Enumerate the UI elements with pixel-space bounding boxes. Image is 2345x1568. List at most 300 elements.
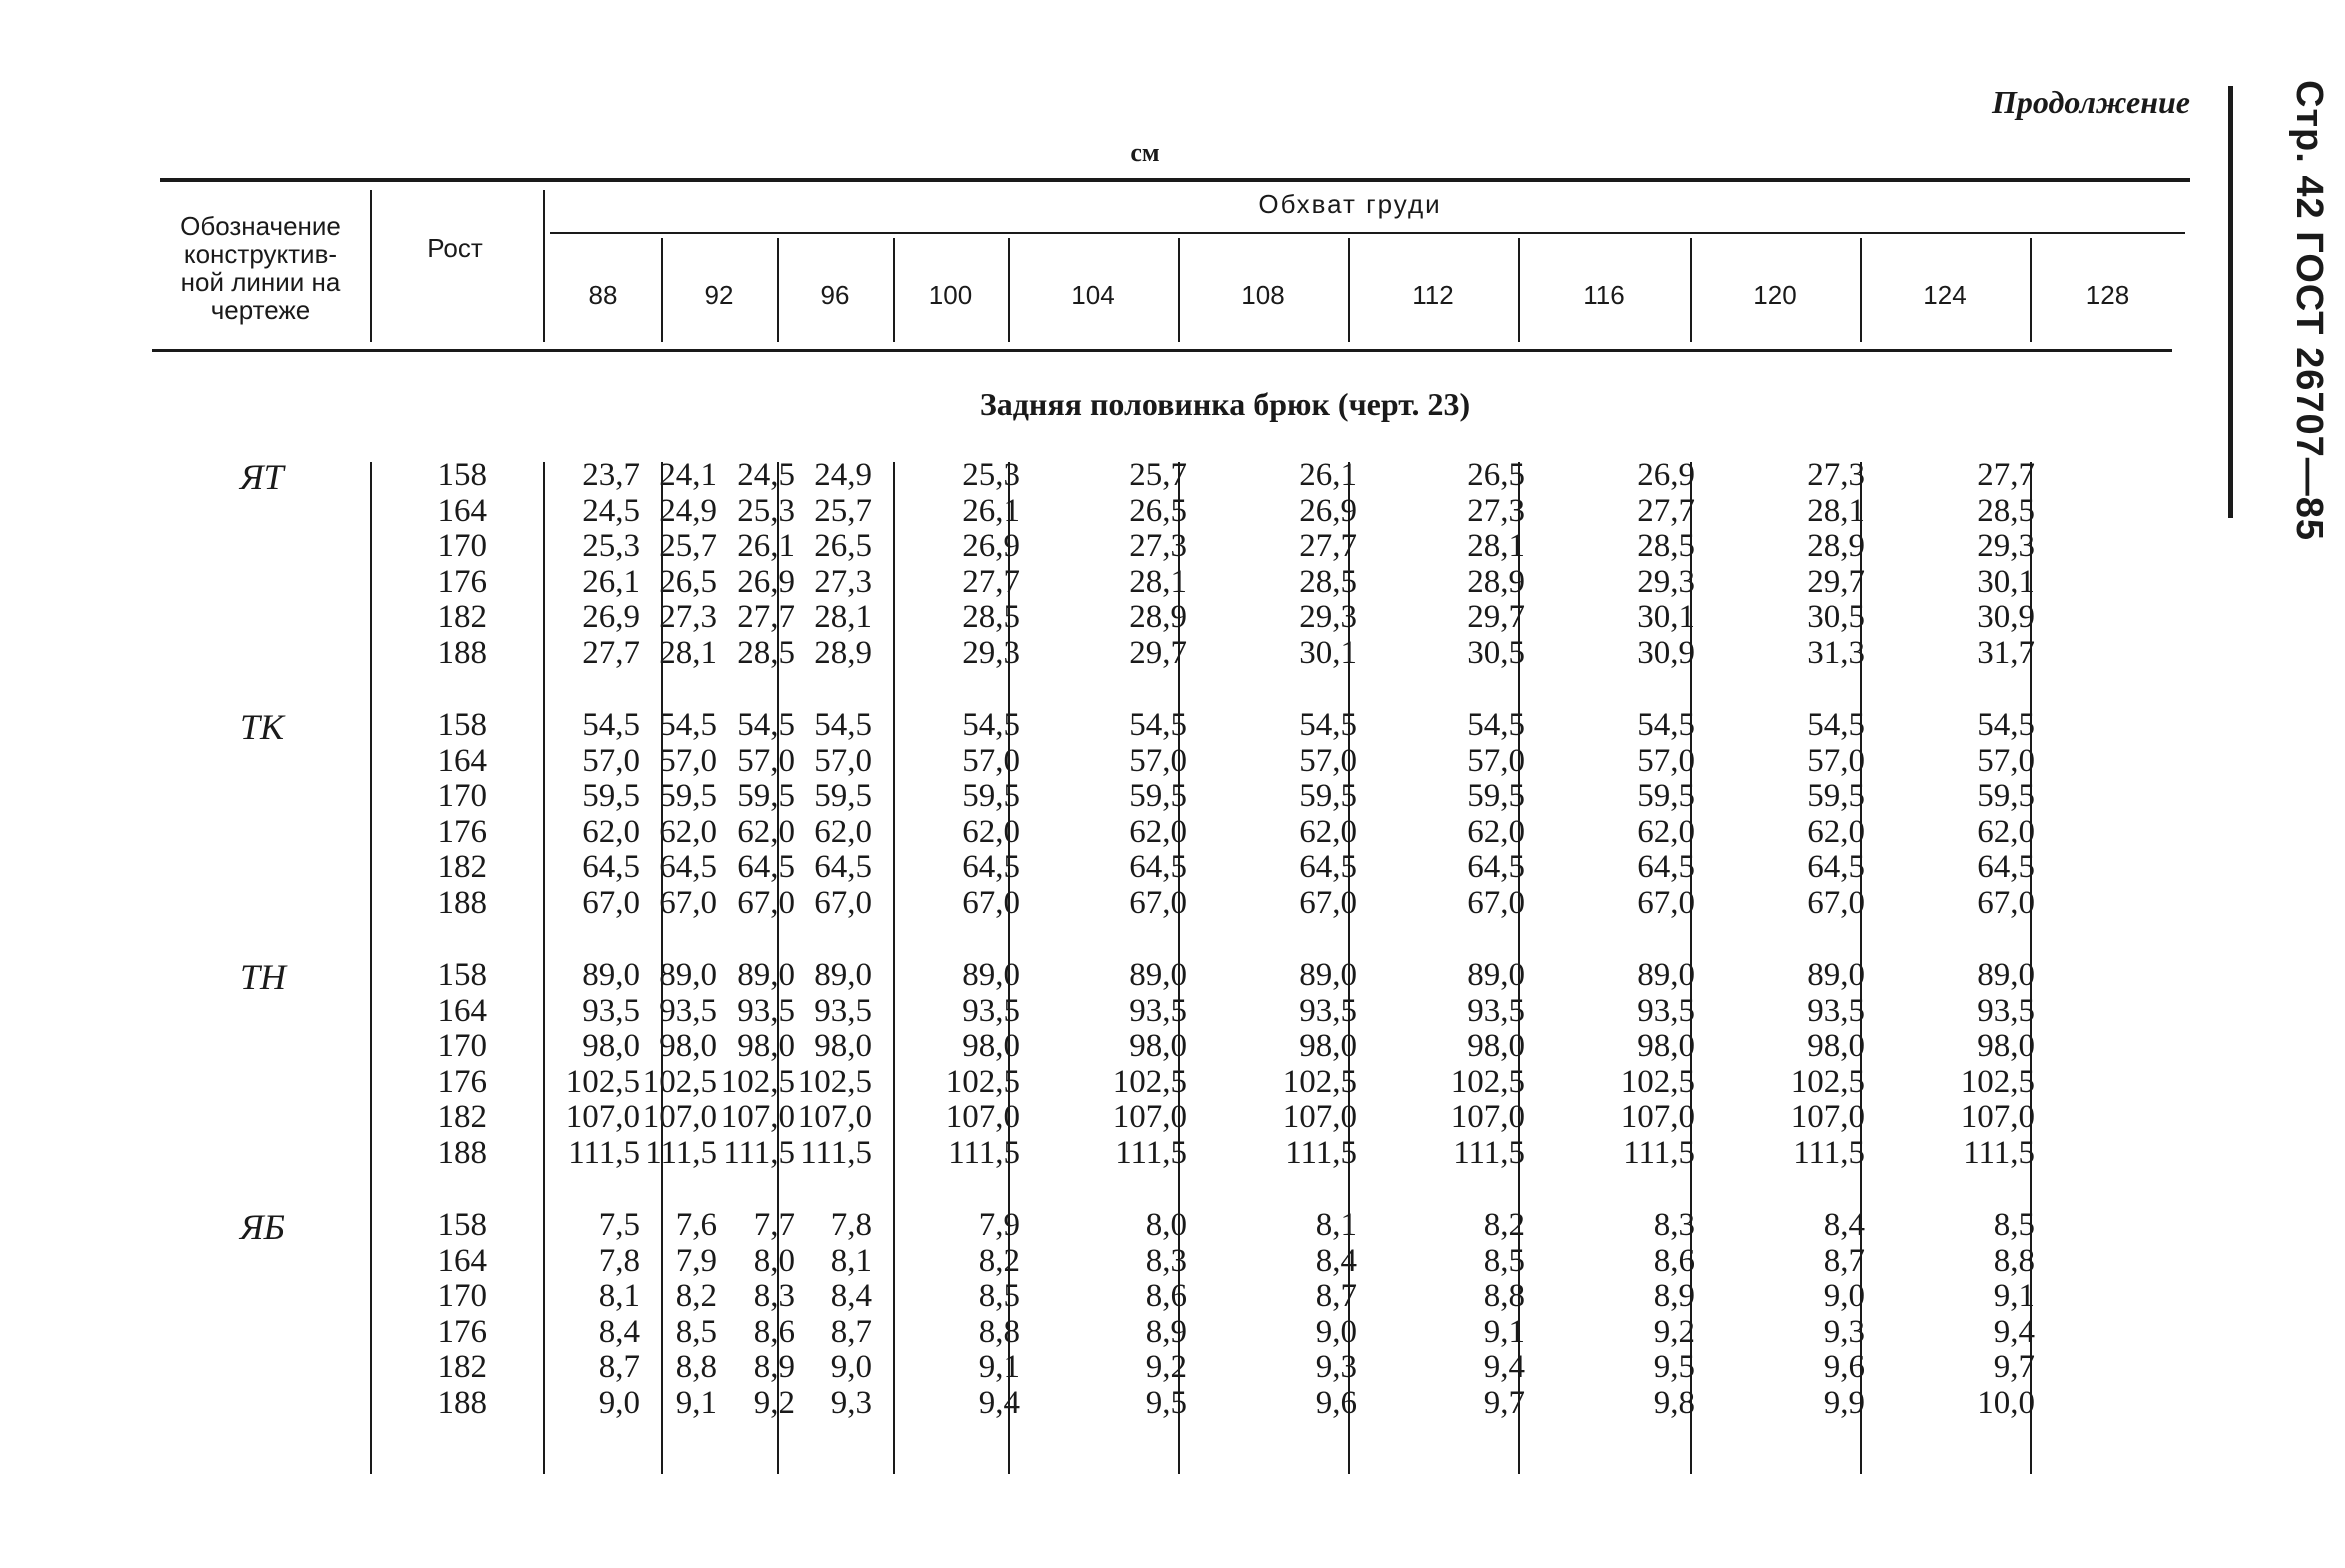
table-cell-value: 57,0 (814, 742, 872, 779)
table-cell-value: 98,0 (1467, 1028, 1525, 1065)
value-column (1077, 1208, 1187, 1422)
table-cell-value: 8,2 (1483, 1207, 1525, 1243)
value-column (910, 958, 1020, 1172)
chest-size-header: 96 (820, 280, 850, 310)
table-cell-value: 30,1 (1637, 599, 1695, 636)
table-cell-value: 30,1 (1977, 563, 2035, 600)
table-cell-value: 93,5 (1977, 992, 2035, 1029)
table-cell-value: 8,3 (1145, 1242, 1187, 1279)
table-cell-value: 89,0 (659, 957, 717, 993)
table-cell-value: 29,7 (1129, 634, 1187, 671)
table-cell-value: 9,3 (1315, 1349, 1357, 1386)
table-cell-value: 67,0 (737, 884, 795, 921)
height-value: 164 (437, 1242, 487, 1279)
column-header-designation-line: ной линии на (180, 267, 341, 297)
table-cell-value: 111,5 (568, 1134, 640, 1171)
table-cell-value: 8,5 (978, 1278, 1020, 1315)
table-cell-value: 93,5 (737, 992, 795, 1029)
value-column (1415, 458, 1525, 672)
table-cell-value: 28,5 (1977, 492, 2035, 529)
chest-size-header: 100 (928, 280, 973, 310)
table-cell-value: 30,5 (1467, 634, 1525, 671)
table-cell-value: 111,5 (1793, 1134, 1865, 1171)
table-cell-value: 67,0 (1637, 884, 1695, 921)
table-cell-value: 9,4 (1483, 1349, 1525, 1386)
table-cell-value: 7,6 (675, 1207, 717, 1243)
chest-size-header: 92 (704, 280, 734, 310)
value-column (1415, 708, 1525, 922)
table-cell-value: 25,3 (737, 492, 795, 529)
section-title: Задняя половинка брюк (черт. 23) (979, 386, 1471, 422)
value-column (1925, 458, 2035, 672)
table-cell-value: 8,5 (1993, 1207, 2035, 1243)
table-cell-value: 59,5 (1299, 778, 1357, 815)
height-value: 182 (437, 849, 487, 886)
table-cell-value: 9,2 (1145, 1349, 1187, 1386)
table-cell-value: 26,1 (582, 563, 640, 600)
table-cell-value: 62,0 (659, 813, 717, 850)
table-cell-value: 27,7 (582, 634, 640, 671)
value-column (762, 1208, 872, 1422)
table-cell-value: 93,5 (582, 992, 640, 1029)
table-cell-value: 9,2 (1653, 1313, 1695, 1350)
table-cell-value: 26,1 (1299, 457, 1357, 493)
table-cell-value: 9,6 (1315, 1384, 1357, 1421)
table-cell-value: 9,3 (1823, 1313, 1865, 1350)
table-cell-value: 8,3 (753, 1278, 795, 1315)
table-cell-value: 27,7 (1637, 492, 1695, 529)
table-cell-value: 8,4 (1315, 1242, 1357, 1279)
table-cell-value: 9,2 (753, 1384, 795, 1421)
height-value: 158 (437, 1207, 487, 1243)
table-cell-value: 98,0 (1129, 1028, 1187, 1065)
table-cell-value: 64,5 (814, 849, 872, 886)
height-column (377, 708, 487, 922)
height-value: 164 (437, 742, 487, 779)
table-cell-value: 25,7 (659, 528, 717, 565)
table-cell-value: 59,5 (659, 778, 717, 815)
table-cell-value: 54,5 (1807, 707, 1865, 743)
table-cell-value: 89,0 (962, 957, 1020, 993)
table-cell-value: 93,5 (962, 992, 1020, 1029)
value-column (910, 1208, 1020, 1422)
table-cell-value: 111,5 (723, 1134, 795, 1171)
height-column (377, 1208, 487, 1422)
value-column (910, 458, 1020, 672)
table-cell-value: 62,0 (737, 813, 795, 850)
table-cell-value: 111,5 (948, 1134, 1020, 1171)
table-cell-value: 111,5 (1623, 1134, 1695, 1171)
table-cell-value: 27,7 (1977, 457, 2035, 493)
table-cell-value: 59,5 (1807, 778, 1865, 815)
table-cell-value: 98,0 (737, 1028, 795, 1065)
table-cell-value: 62,0 (582, 813, 640, 850)
row-label-designation: ТН (240, 957, 287, 997)
chest-size-header: 104 (1071, 280, 1115, 310)
chest-size-header: 124 (1923, 280, 1967, 310)
table-cell-value: 8,8 (978, 1313, 1020, 1350)
table-cell-value: 26,5 (1467, 457, 1525, 493)
height-value: 158 (437, 707, 487, 743)
table-cell-value: 28,9 (1129, 599, 1187, 636)
table-cell-value: 67,0 (814, 884, 872, 921)
table-cell-value: 8,0 (1145, 1207, 1187, 1243)
table-cell-value: 102,5 (642, 1063, 717, 1100)
table-cell-value: 107,0 (642, 1099, 717, 1136)
table-cell-value: 54,5 (582, 707, 640, 743)
table-cell-value: 98,0 (1977, 1028, 2035, 1065)
continuation-label: Продолжение (1992, 84, 2190, 120)
table-cell-value: 24,9 (814, 457, 872, 493)
table-cell-value: 9,4 (978, 1384, 1020, 1421)
table-cell-value: 102,5 (797, 1063, 872, 1100)
table-cell-value: 27,3 (814, 563, 872, 600)
height-value: 176 (437, 813, 487, 850)
table-cell-value: 62,0 (814, 813, 872, 850)
table-cell-value: 8,7 (598, 1349, 640, 1386)
table-cell-value: 64,5 (1977, 849, 2035, 886)
table-cell-value: 8,7 (830, 1313, 872, 1350)
table-cell-value: 89,0 (582, 957, 640, 993)
table-cell-value: 9,1 (675, 1384, 717, 1421)
table-cell-value: 9,7 (1483, 1384, 1525, 1421)
table-cell-value: 9,8 (1653, 1384, 1695, 1421)
value-column (1585, 1208, 1695, 1422)
value-column (1925, 708, 2035, 922)
table-cell-value: 27,7 (1299, 528, 1357, 565)
table-cell-value: 8,4 (598, 1313, 640, 1350)
table-cell-value: 26,5 (659, 563, 717, 600)
table-cell-value: 30,9 (1637, 634, 1695, 671)
row-label-designation: ТК (240, 707, 284, 747)
table-cell-value: 26,5 (1129, 492, 1187, 529)
table-cell-value: 102,5 (1620, 1063, 1695, 1100)
value-column (1247, 958, 1357, 1172)
table-cell-value: 26,9 (582, 599, 640, 636)
table-cell-value: 54,5 (1299, 707, 1357, 743)
table-cell-value: 54,5 (1467, 707, 1525, 743)
table-cell-value: 59,5 (962, 778, 1020, 815)
table-cell-value: 9,0 (830, 1349, 872, 1386)
table-cell-value: 28,1 (1129, 563, 1187, 600)
table-cell-value: 67,0 (1467, 884, 1525, 921)
table-cell-value: 89,0 (814, 957, 872, 993)
table-cell-value: 9,4 (1993, 1313, 2035, 1350)
table-cell-value: 9,7 (1993, 1349, 2035, 1386)
table-cell-value: 67,0 (659, 884, 717, 921)
table-cell-value: 89,0 (1637, 957, 1695, 993)
header-divider (543, 190, 545, 342)
table-cell-value: 8,6 (753, 1313, 795, 1350)
table-cell-value: 107,0 (1790, 1099, 1865, 1136)
table-cell-value: 64,5 (1637, 849, 1695, 886)
table-cell-value: 28,1 (1467, 528, 1525, 565)
table-cell-value: 107,0 (1112, 1099, 1187, 1136)
table-cell-value: 57,0 (582, 742, 640, 779)
table-cell-value: 26,1 (737, 528, 795, 565)
table-cell-value: 8,8 (1993, 1242, 2035, 1279)
table-cell-value: 64,5 (962, 849, 1020, 886)
value-column (1247, 708, 1357, 922)
table-cell-value: 57,0 (1807, 742, 1865, 779)
table-cell-value: 102,5 (565, 1063, 640, 1100)
height-value: 158 (437, 457, 487, 493)
body-divider (893, 462, 895, 1474)
table-cell-value: 111,5 (1115, 1134, 1187, 1171)
value-column (1755, 1208, 1865, 1422)
table-cell-value: 67,0 (962, 884, 1020, 921)
table-cell-value: 8,8 (675, 1349, 717, 1386)
table-cell-value: 107,0 (1450, 1099, 1525, 1136)
table-top-rule (160, 178, 2190, 182)
table-cell-value: 93,5 (814, 992, 872, 1029)
table-cell-value: 28,9 (1807, 528, 1865, 565)
table-cell-value: 59,5 (1467, 778, 1525, 815)
table-cell-value: 111,5 (1285, 1134, 1357, 1171)
column-header-height: Рост (427, 233, 483, 263)
chest-size-header: 128 (2085, 280, 2130, 310)
height-value: 170 (437, 1278, 487, 1315)
table-cell-value: 29,3 (1637, 563, 1695, 600)
table-cell-value: 8,1 (1315, 1207, 1357, 1243)
table-cell-value: 57,0 (659, 742, 717, 779)
table-cell-value: 93,5 (1129, 992, 1187, 1029)
table-cell-value: 59,5 (737, 778, 795, 815)
header-divider (370, 190, 372, 342)
table-cell-value: 9,1 (978, 1349, 1020, 1386)
table-cell-value: 102,5 (1112, 1063, 1187, 1100)
table-cell-value: 64,5 (1129, 849, 1187, 886)
table-cell-value: 29,7 (1467, 599, 1525, 636)
column-header-designation (158, 212, 363, 324)
table-cell-value: 25,7 (814, 492, 872, 529)
table-cell-value: 98,0 (1807, 1028, 1865, 1065)
table-cell-value: 59,5 (1977, 778, 2035, 815)
height-value: 182 (437, 1099, 487, 1136)
table-cell-value: 7,9 (675, 1242, 717, 1279)
table-cell-value: 9,5 (1145, 1384, 1187, 1421)
table-cell-value: 59,5 (814, 778, 872, 815)
group-header-chest: Обхват груди (1258, 189, 1442, 219)
table-cell-value: 89,0 (737, 957, 795, 993)
table-cell-value: 9,9 (1823, 1384, 1865, 1421)
table-cell-value: 64,5 (659, 849, 717, 886)
table-cell-value: 67,0 (1129, 884, 1187, 921)
chest-size-header: 108 (1241, 280, 1285, 310)
table-cell-value: 111,5 (800, 1134, 872, 1171)
table-cell-value: 107,0 (945, 1099, 1020, 1136)
table-cell-value: 54,5 (1637, 707, 1695, 743)
table-cell-value: 29,3 (962, 634, 1020, 671)
table-cell-value: 89,0 (1977, 957, 2035, 993)
column-header-designation-line: чертеже (210, 295, 311, 325)
value-column (910, 708, 1020, 922)
table-cell-value: 25,3 (582, 528, 640, 565)
table-cell-value: 26,9 (1299, 492, 1357, 529)
table-cell-value: 67,0 (1807, 884, 1865, 921)
table-cell-value: 23,7 (582, 457, 640, 493)
table-cell-value: 26,9 (737, 563, 795, 600)
table-cell-value: 107,0 (720, 1099, 795, 1136)
height-value: 188 (437, 1134, 487, 1171)
table-cell-value: 29,3 (1299, 599, 1357, 636)
table-cell-value: 54,5 (1129, 707, 1187, 743)
height-value: 164 (437, 492, 487, 529)
table-cell-value: 67,0 (1977, 884, 2035, 921)
value-column (1755, 458, 1865, 672)
table-cell-value: 64,5 (737, 849, 795, 886)
table-cell-value: 7,9 (978, 1207, 1020, 1243)
table-cell-value: 57,0 (1977, 742, 2035, 779)
side-rule (2228, 86, 2233, 518)
height-value: 188 (437, 1384, 487, 1421)
table-cell-value: 64,5 (1467, 849, 1525, 886)
table-cell-value: 111,5 (645, 1134, 717, 1171)
table-cell-value: 9,3 (830, 1384, 872, 1421)
table-cell-value: 54,5 (659, 707, 717, 743)
table-cell-value: 9,0 (598, 1384, 640, 1421)
table-cell-value: 7,8 (598, 1242, 640, 1279)
chest-size-header: 88 (588, 280, 618, 310)
table-cell-value: 59,5 (1129, 778, 1187, 815)
value-column (1077, 958, 1187, 1172)
value-column (1925, 958, 2035, 1172)
table-cell-value: 8,9 (1145, 1313, 1187, 1350)
row-label-designation: ЯТ (240, 457, 284, 497)
table-cell-value: 57,0 (737, 742, 795, 779)
table-cell-value: 28,1 (1807, 492, 1865, 529)
table-cell-value: 27,3 (659, 599, 717, 636)
table-cell-value: 59,5 (582, 778, 640, 815)
value-column (1415, 958, 1525, 1172)
table-cell-value: 67,0 (1299, 884, 1357, 921)
value-column (762, 958, 872, 1172)
table-cell-value: 7,7 (753, 1207, 795, 1243)
column-header-designation-line: конструктив- (183, 239, 338, 269)
height-value: 188 (437, 884, 487, 921)
table-cell-value: 8,4 (1823, 1207, 1865, 1243)
table-cell-value: 98,0 (582, 1028, 640, 1065)
table-cell-value: 8,1 (598, 1278, 640, 1315)
table-cell-value: 102,5 (720, 1063, 795, 1100)
height-value: 188 (437, 634, 487, 671)
table-cell-value: 8,7 (1315, 1278, 1357, 1315)
height-column (377, 458, 487, 672)
table-cell-value: 107,0 (797, 1099, 872, 1136)
table-cell-value: 89,0 (1467, 957, 1525, 993)
table-cell-value: 28,9 (1467, 563, 1525, 600)
table-cell-value: 27,3 (1467, 492, 1525, 529)
chest-size-header: 120 (1753, 280, 1797, 310)
height-value: 170 (437, 1028, 487, 1065)
table-cell-value: 102,5 (1960, 1063, 2035, 1100)
table-cell-value: 27,7 (962, 563, 1020, 600)
table-cell-value: 57,0 (1299, 742, 1357, 779)
table-cell-value: 8,2 (675, 1278, 717, 1315)
table-cell-value: 25,7 (1129, 457, 1187, 493)
side-header (2240, 80, 2330, 542)
table-cell-value: 9,1 (1993, 1278, 2035, 1315)
table-cell-value: 28,1 (659, 634, 717, 671)
table-cell-value: 67,0 (582, 884, 640, 921)
value-column (1925, 1208, 2035, 1422)
height-value: 170 (437, 528, 487, 565)
table-cell-value: 57,0 (1129, 742, 1187, 779)
value-column (762, 708, 872, 922)
table-cell-value: 9,1 (1483, 1313, 1525, 1350)
table-cell-value: 98,0 (814, 1028, 872, 1065)
table-cell-value: 59,5 (1637, 778, 1695, 815)
table-cell-value: 29,3 (1977, 528, 2035, 565)
value-column (1755, 958, 1865, 1172)
row-label-designation: ЯБ (240, 1207, 285, 1247)
table-cell-value: 62,0 (1977, 813, 2035, 850)
value-column (1415, 1208, 1525, 1422)
table-cell-value: 28,5 (1299, 563, 1357, 600)
table-cell-value: 8,5 (675, 1313, 717, 1350)
value-column (1077, 708, 1187, 922)
table-cell-value: 107,0 (565, 1099, 640, 1136)
table-cell-value: 62,0 (1637, 813, 1695, 850)
header-bottom-rule (152, 349, 2172, 352)
height-value: 164 (437, 992, 487, 1029)
table-cell-value: 31,7 (1977, 634, 2035, 671)
table-cell-value: 64,5 (1807, 849, 1865, 886)
table-cell-value: 62,0 (962, 813, 1020, 850)
height-value: 182 (437, 599, 487, 636)
table-cell-value: 26,9 (1637, 457, 1695, 493)
table-cell-value: 89,0 (1807, 957, 1865, 993)
table-cell-value: 62,0 (1299, 813, 1357, 850)
table-cell-value: 102,5 (1282, 1063, 1357, 1100)
table-cell-value: 93,5 (1467, 992, 1525, 1029)
table-cell-value: 98,0 (659, 1028, 717, 1065)
table-cell-value: 8,9 (1653, 1278, 1695, 1315)
table-cell-value: 54,5 (962, 707, 1020, 743)
table-cell-value: 26,5 (814, 528, 872, 565)
height-column (377, 958, 487, 1172)
table-cell-value: 9,5 (1653, 1349, 1695, 1386)
table-cell-value: 62,0 (1467, 813, 1525, 850)
height-value: 182 (437, 1349, 487, 1386)
table-cell-value: 57,0 (1637, 742, 1695, 779)
table-cell-value: 54,5 (814, 707, 872, 743)
value-column (1585, 458, 1695, 672)
table-cell-value: 8,1 (830, 1242, 872, 1279)
table-cell-value: 107,0 (1960, 1099, 2035, 1136)
table-cell-value: 7,5 (598, 1207, 640, 1243)
height-value: 176 (437, 1063, 487, 1100)
table-cell-value: 24,5 (582, 492, 640, 529)
table-cell-value: 28,5 (1637, 528, 1695, 565)
table-cell-value: 62,0 (1807, 813, 1865, 850)
table-cell-value: 93,5 (659, 992, 717, 1029)
table-cell-value: 27,7 (737, 599, 795, 636)
side-header-text: Стр. 42 ГОСТ 26707—85 (2288, 80, 2330, 542)
table-cell-value: 111,5 (1453, 1134, 1525, 1171)
table-cell-value: 24,9 (659, 492, 717, 529)
table-cell-value: 64,5 (582, 849, 640, 886)
table-cell-value: 9,0 (1315, 1313, 1357, 1350)
table-cell-value: 27,3 (1807, 457, 1865, 493)
table-cell-value: 93,5 (1637, 992, 1695, 1029)
value-column (1585, 958, 1695, 1172)
body-divider (370, 462, 372, 1474)
chest-size-header: 112 (1412, 280, 1454, 310)
table-cell-value: 28,1 (814, 599, 872, 636)
table-cell-value: 57,0 (1467, 742, 1525, 779)
table-cell-value: 8,9 (753, 1349, 795, 1386)
